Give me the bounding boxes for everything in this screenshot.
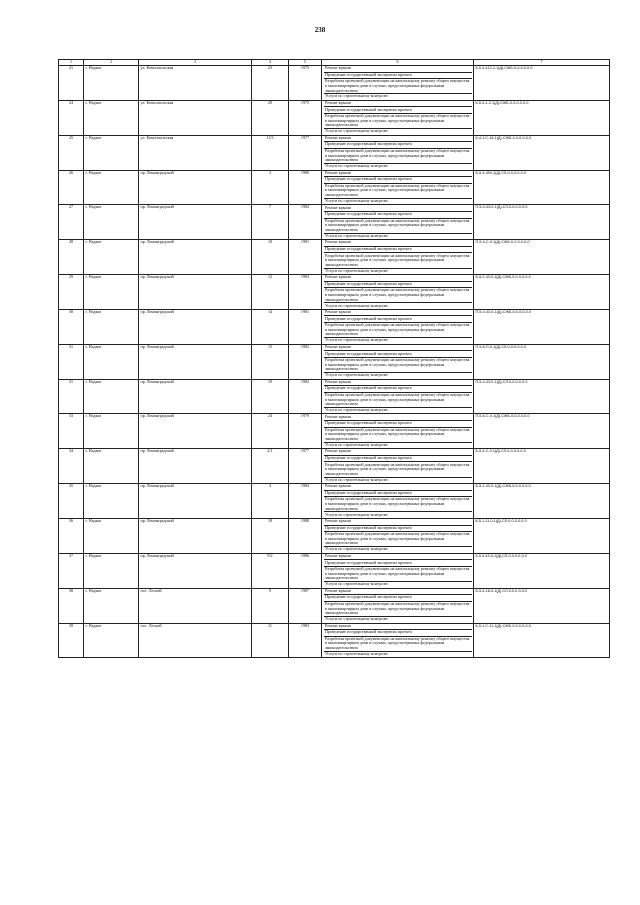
table-row xyxy=(59,449,610,484)
build-year-cell: 1979 xyxy=(289,414,322,449)
build-year-cell: 1984 xyxy=(289,484,322,519)
work-item: Услуги по строительному контролю xyxy=(325,198,388,203)
city-cell: г. Надым xyxy=(84,135,139,170)
street-cell: пос. Лесной xyxy=(139,588,252,623)
street-cell: пр. Ленинградский xyxy=(139,518,252,553)
row-number: 27 xyxy=(59,205,84,240)
city-cell: г. Надым xyxy=(84,66,139,101)
works-cell xyxy=(322,414,474,449)
build-year-cell: 1982 xyxy=(289,205,322,240)
house-number-cell: 29 xyxy=(252,100,289,135)
work-item: Услуги по строительному контролю xyxy=(325,407,388,413)
work-item: Услуги по строительному контролю xyxy=(325,581,388,587)
work-item: Ремонт крыши xyxy=(324,275,472,282)
work-item: Услуги по строительному контролю xyxy=(325,511,388,517)
row-number: 30 xyxy=(59,309,84,344)
work-item: Проведение государственной экспертизы проекта xyxy=(324,107,472,114)
column-header: 1 xyxy=(59,60,84,66)
works-cell xyxy=(322,484,474,519)
work-item: Проведение государственной экспертизы проекта xyxy=(324,73,472,80)
object-code-cell: П-5-4-43-0-1(Д)-СЖБ-0-0-0-0-0-0 xyxy=(474,309,610,344)
column-header: 7 xyxy=(474,60,610,66)
street-cell: ул. Комсомольская xyxy=(139,66,252,101)
house-number-cell: 11 xyxy=(252,623,289,658)
work-item: Проведение государственной экспертизы проекта xyxy=(324,351,472,358)
work-item: Разработка проектной документации на капитальному ремонту общего имущества в многоквартирном доме в случаях, предусмотренных федеральным законодательством xyxy=(324,149,472,164)
row-number: 25 xyxy=(59,135,84,170)
work-item: Ремонт крыши xyxy=(324,449,472,456)
city-cell: г. Надым xyxy=(84,170,139,205)
house-number-cell: 23 xyxy=(252,66,289,101)
city-cell: г. Надым xyxy=(84,205,139,240)
table-row xyxy=(59,484,610,519)
object-code-cell: Б-5-4-18-0-1(Д)-СЛ-0-0-0-0-0-0 xyxy=(474,588,610,623)
work-item: Ремонт крыши xyxy=(324,205,472,212)
object-code-cell: Б-5-1-43-0-1(Д)-СЖБ-0-0-0-0-0-0 xyxy=(474,484,610,519)
work-item: Разработка проектной документации на капитальному ремонту общего имущества в многоквартирном доме в случаях, предусмотренных федеральным законодательством xyxy=(324,637,472,652)
house-number-cell: 2/1 xyxy=(252,449,289,484)
street-cell: пр. Ленинградский xyxy=(139,275,252,310)
row-number: 35 xyxy=(59,484,84,519)
works-cell xyxy=(322,588,474,623)
build-year-cell: 1983 xyxy=(289,275,322,310)
work-item: Услуги по строительному контролю xyxy=(325,476,388,482)
work-item: Проведение государственной экспертизы проекта xyxy=(324,316,472,323)
object-code-cell: П-5-4-43-0-1(Д)-СЛ-0-0-0-0-0-0 xyxy=(474,205,610,240)
work-item: Проведение государственной экспертизы проекта xyxy=(324,491,472,498)
build-year-cell: 1977 xyxy=(289,449,322,484)
works-cell xyxy=(322,623,474,658)
work-item: Разработка проектной документации на капитальному ремонту общего имущества в многоквартирном доме в случаях, предусмотренных федеральным законодательством xyxy=(324,497,472,512)
city-cell: г. Надым xyxy=(84,100,139,135)
table-row xyxy=(59,553,610,588)
object-code-cell: П-5-6-С-0-1(Д)-СЖБ-0-0-0-0-0-0 xyxy=(474,414,610,449)
street-cell: пр. Ленинградский xyxy=(139,414,252,449)
works-cell xyxy=(322,344,474,379)
city-cell: г. Надым xyxy=(84,309,139,344)
city-cell: г. Надым xyxy=(84,240,139,275)
work-item: Разработка проектной документации на капитальному ремонту общего имущества в многоквартирном доме в случаях, предусмотренных федеральным законодательством xyxy=(324,567,472,582)
work-item: Проведение государственной экспертизы проекта xyxy=(324,526,472,533)
build-year-cell: 1983 xyxy=(289,623,322,658)
row-number: 28 xyxy=(59,240,84,275)
house-number-cell: 7 xyxy=(252,205,289,240)
work-item: Услуги по строительному контролю xyxy=(325,546,388,552)
work-item: Услуги по строительному контролю xyxy=(325,267,388,273)
work-item: Проведение государственной экспертизы проекта xyxy=(324,421,472,428)
row-number: 26 xyxy=(59,170,84,205)
work-item: Разработка проектной документации на капитальному ремонту общего имущества в многоквартирном доме в случаях, предусмотренных федеральным законодательством xyxy=(324,288,472,303)
city-cell: г. Надым xyxy=(84,588,139,623)
table-row xyxy=(59,205,610,240)
city-cell: г. Надым xyxy=(84,518,139,553)
work-item: Услуги по строительному контролю xyxy=(325,337,388,343)
works-cell xyxy=(322,135,474,170)
work-item: Разработка проектной документации на капитальному ремонту общего имущества в многоквартирном доме в случаях, предусмотренных федеральным законодательством xyxy=(324,323,472,338)
work-item: Услуги по строительному контролю xyxy=(325,163,388,169)
work-item: Разработка проектной документации на капитальному ремонту общего имущества в многоквартирном доме в случаях, предусмотренных федеральным законодательством xyxy=(324,253,472,268)
row-number: 37 xyxy=(59,553,84,588)
work-item: Ремонт крыши xyxy=(324,380,472,387)
street-cell: пр. Ленинградский xyxy=(139,379,252,414)
work-item: Проведение государственной экспертизы проекта xyxy=(324,595,472,602)
object-code-cell: П-5-6-П-0-1(Д)-СЛ-0-0-0-0-0-0 xyxy=(474,344,610,379)
city-cell: г. Надым xyxy=(84,414,139,449)
table-row xyxy=(59,623,610,658)
build-year-cell: 1987 xyxy=(289,588,322,623)
house-number-cell: 11/3 xyxy=(252,135,289,170)
street-cell: пос. Лесной xyxy=(139,623,252,658)
house-number-cell: 18 xyxy=(252,518,289,553)
work-item: Проведение государственной экспертизы проекта xyxy=(324,212,472,219)
street-cell: ул. Комсомольская xyxy=(139,100,252,135)
work-item: Разработка проектной документации на капитальному ремонту общего имущества в многоквартирном доме в случаях, предусмотренных федеральным законодательством xyxy=(324,428,472,443)
work-item: Разработка проектной документации на капитальному ремонту общего имущества в многоквартирном доме в случаях, предусмотренных федеральным законодательством xyxy=(324,184,472,199)
work-item: Ремонт крыши xyxy=(324,101,472,108)
build-year-cell: 1975 xyxy=(289,66,322,101)
build-year-cell: 1982 xyxy=(289,344,322,379)
row-number: 39 xyxy=(59,623,84,658)
work-item: Разработка проектной документации на капитальному ремонту общего имущества в многоквартирном доме в случаях, предусмотренных федеральным законодательством xyxy=(324,602,472,617)
work-item: Проведение государственной экспертизы проекта xyxy=(324,177,472,184)
work-item: Ремонт крыши xyxy=(324,66,472,73)
work-item: Услуги по строительному контролю xyxy=(325,93,388,99)
object-code-cell: К-5-1-С-11-1(Д)-СЖБ-0-0-0-0-0-0 xyxy=(474,623,610,658)
table-row xyxy=(59,344,610,379)
object-code-cell: К-5-3-413-2-1(Д)-СЖБ-0-0-0-0-0-0 xyxy=(474,66,610,101)
house-number-cell: 24 xyxy=(252,414,289,449)
table-row xyxy=(59,240,610,275)
work-item: Услуги по строительному контролю xyxy=(325,232,388,238)
house-number-cell: 12 xyxy=(252,275,289,310)
column-header: 2 xyxy=(84,60,139,66)
work-item: Ремонт крыши xyxy=(324,171,472,178)
row-number: 29 xyxy=(59,275,84,310)
work-item: Услуги по строительному контролю xyxy=(325,372,388,378)
table-row xyxy=(59,379,610,414)
work-item: Проведение государственной экспертизы проекта xyxy=(324,456,472,463)
street-cell: пр. Ленинградский xyxy=(139,484,252,519)
row-number: 24 xyxy=(59,100,84,135)
city-cell: г. Надым xyxy=(84,623,139,658)
work-item: Проведение государственной экспертизы проекта xyxy=(324,282,472,289)
house-number-cell: 4 xyxy=(252,484,289,519)
column-header: 4 xyxy=(252,60,289,66)
work-item: Услуги по строительному контролю xyxy=(325,128,388,134)
housing-repair-table xyxy=(58,59,610,658)
work-item: Услуги по строительному контролю xyxy=(325,616,388,622)
city-cell: г. Надым xyxy=(84,553,139,588)
works-cell xyxy=(322,240,474,275)
work-item: Разработка проектной документации на капитальному ремонту общего имущества в многоквартирном доме в случаях, предусмотренных федеральным законодательством xyxy=(324,358,472,373)
work-item: Разработка проектной документации на капитальному ремонту общего имущества в многоквартирном доме в случаях, предусмотренных федеральным законодательством xyxy=(324,532,472,547)
street-cell: пр. Ленинградский xyxy=(139,309,252,344)
row-number: 38 xyxy=(59,588,84,623)
street-cell: ул. Комсомольская xyxy=(139,135,252,170)
works-cell xyxy=(322,309,474,344)
row-number: 31 xyxy=(59,344,84,379)
work-item: Ремонт крыши xyxy=(324,589,472,596)
work-item: Проведение государственной экспертизы проекта xyxy=(324,142,472,149)
works-cell xyxy=(322,379,474,414)
work-item: Услуги по строительному контролю xyxy=(325,650,388,656)
object-code-cell: К-5-4-43-0-1(Д)-СЛ-0-0-0-0-0-0 xyxy=(474,553,610,588)
page-number: 238 xyxy=(314,26,326,34)
table-body xyxy=(59,66,610,658)
work-item: Ремонт крыши xyxy=(324,136,472,143)
house-number-cell: 10 xyxy=(252,240,289,275)
build-year-cell: 1975 xyxy=(289,100,322,135)
table-row xyxy=(59,309,610,344)
row-number: 36 xyxy=(59,518,84,553)
city-cell: г. Надым xyxy=(84,379,139,414)
work-item: Разработка проектной документации на капитальному ремонту общего имущества в многоквартирном доме в случаях, предусмотренных федеральным законодательством xyxy=(324,79,472,94)
work-item: Ремонт крыши xyxy=(324,554,472,561)
work-item: Проведение государственной экспертизы проекта xyxy=(324,386,472,393)
build-year-cell: 1981 xyxy=(289,309,322,344)
column-header: 5 xyxy=(289,60,322,66)
object-code-cell: Б-5-4-С-0-1(Д)-СЛ-0-0-0-0-0-0 xyxy=(474,449,610,484)
row-number: 33 xyxy=(59,414,84,449)
object-code-cell: Б-5-2-43-0-1(Д)-СЖБ-0-0-0-0-0-0 xyxy=(474,275,610,310)
build-year-cell: 1982 xyxy=(289,379,322,414)
street-cell: пр. Ленинградский xyxy=(139,553,252,588)
work-item: Проведение государственной экспертизы проекта xyxy=(324,630,472,637)
house-number-cell: 9/2 xyxy=(252,553,289,588)
work-item: Ремонт крыши xyxy=(324,310,472,317)
build-year-cell: 1981 xyxy=(289,240,322,275)
column-header: 3 xyxy=(139,60,252,66)
street-cell: пр. Ленинградский xyxy=(139,344,252,379)
works-cell xyxy=(322,449,474,484)
city-cell: г. Надым xyxy=(84,275,139,310)
work-item: Ремонт крыши xyxy=(324,345,472,352)
work-item: Разработка проектной документации на капитальному ремонту общего имущества в многоквартирном доме в случаях, предусмотренных федеральным законодательством xyxy=(324,114,472,129)
build-year-cell: 1988 xyxy=(289,518,322,553)
works-cell xyxy=(322,100,474,135)
work-item: Проведение государственной экспертизы проекта xyxy=(324,247,472,254)
street-cell: пр. Ленинградский xyxy=(139,205,252,240)
house-number-cell: 14 xyxy=(252,309,289,344)
house-number-cell: 9 xyxy=(252,588,289,623)
table-row xyxy=(59,66,610,101)
table-row xyxy=(59,588,610,623)
build-year-cell: 1977 xyxy=(289,135,322,170)
object-code-cell: К-5-1-11-0-1(Д)-СЛ-0-0-0-0-0-0 xyxy=(474,518,610,553)
work-item: Проведение государственной экспертизы проекта xyxy=(324,560,472,567)
work-item: Разработка проектной документации на капитальному ремонту общего имущества в многоквартирном доме в случаях, предусмотренных федеральным законодательством xyxy=(324,462,472,477)
table-row xyxy=(59,518,610,553)
street-cell: пр. Ленинградский xyxy=(139,449,252,484)
works-cell xyxy=(322,66,474,101)
row-number: 34 xyxy=(59,449,84,484)
row-number: 21 xyxy=(59,66,84,101)
city-cell: г. Надым xyxy=(84,484,139,519)
work-item: Ремонт крыши xyxy=(324,519,472,526)
work-item: Разработка проектной документации на капитальному ремонту общего имущества в многоквартирном доме в случаях, предусмотренных федеральным законодательством xyxy=(324,219,472,234)
build-year-cell: 1986 xyxy=(289,553,322,588)
works-cell xyxy=(322,275,474,310)
house-number-cell: 19 xyxy=(252,379,289,414)
house-number-cell: 15 xyxy=(252,344,289,379)
build-year-cell: 1980 xyxy=(289,170,322,205)
column-header: 6 xyxy=(322,60,474,66)
object-code-cell: Б-5-4-494-1(Д)-СЛ-0-0-0-0-0-0 xyxy=(474,170,610,205)
work-item: Услуги по строительному контролю xyxy=(325,441,388,447)
table-row xyxy=(59,170,610,205)
street-cell: пр. Ленинградский xyxy=(139,170,252,205)
works-cell xyxy=(322,205,474,240)
table-row xyxy=(59,275,610,310)
works-cell xyxy=(322,518,474,553)
works-cell xyxy=(322,170,474,205)
object-code-cell: П-5-4-43-0-1(Д)-СЛ-0-0-0-0-0-0 xyxy=(474,379,610,414)
city-cell: г. Надым xyxy=(84,449,139,484)
work-item: Ремонт крыши xyxy=(324,240,472,247)
work-item: Разработка проектной документации на капитальному ремонту общего имущества в многоквартирном доме в случаях, предусмотренных федеральным законодательством xyxy=(324,393,472,408)
table-row xyxy=(59,135,610,170)
works-cell xyxy=(322,553,474,588)
table-row xyxy=(59,100,610,135)
work-item: Ремонт крыши xyxy=(324,414,472,421)
work-item: Услуги по строительному контролю xyxy=(325,302,388,308)
object-code-cell: К-5-4-1-2-1(Д)-СЖБ-0-0-0-0-0-0 xyxy=(474,100,610,135)
row-number: 31 xyxy=(59,379,84,414)
work-item: Ремонт крыши xyxy=(324,484,472,491)
object-code-cell: К-4-1-С-18-1(Д)-СЖБ-0-0-0-0-0-0 xyxy=(474,135,610,170)
house-number-cell: 3 xyxy=(252,170,289,205)
city-cell: г. Надым xyxy=(84,344,139,379)
street-cell: пр. Ленинградский xyxy=(139,240,252,275)
object-code-cell: П-5-4-С-0-1(Д)-СЖБ-0-0-0-0-0-0 xyxy=(474,240,610,275)
table-row xyxy=(59,414,610,449)
work-item: Ремонт крыши xyxy=(324,624,472,631)
